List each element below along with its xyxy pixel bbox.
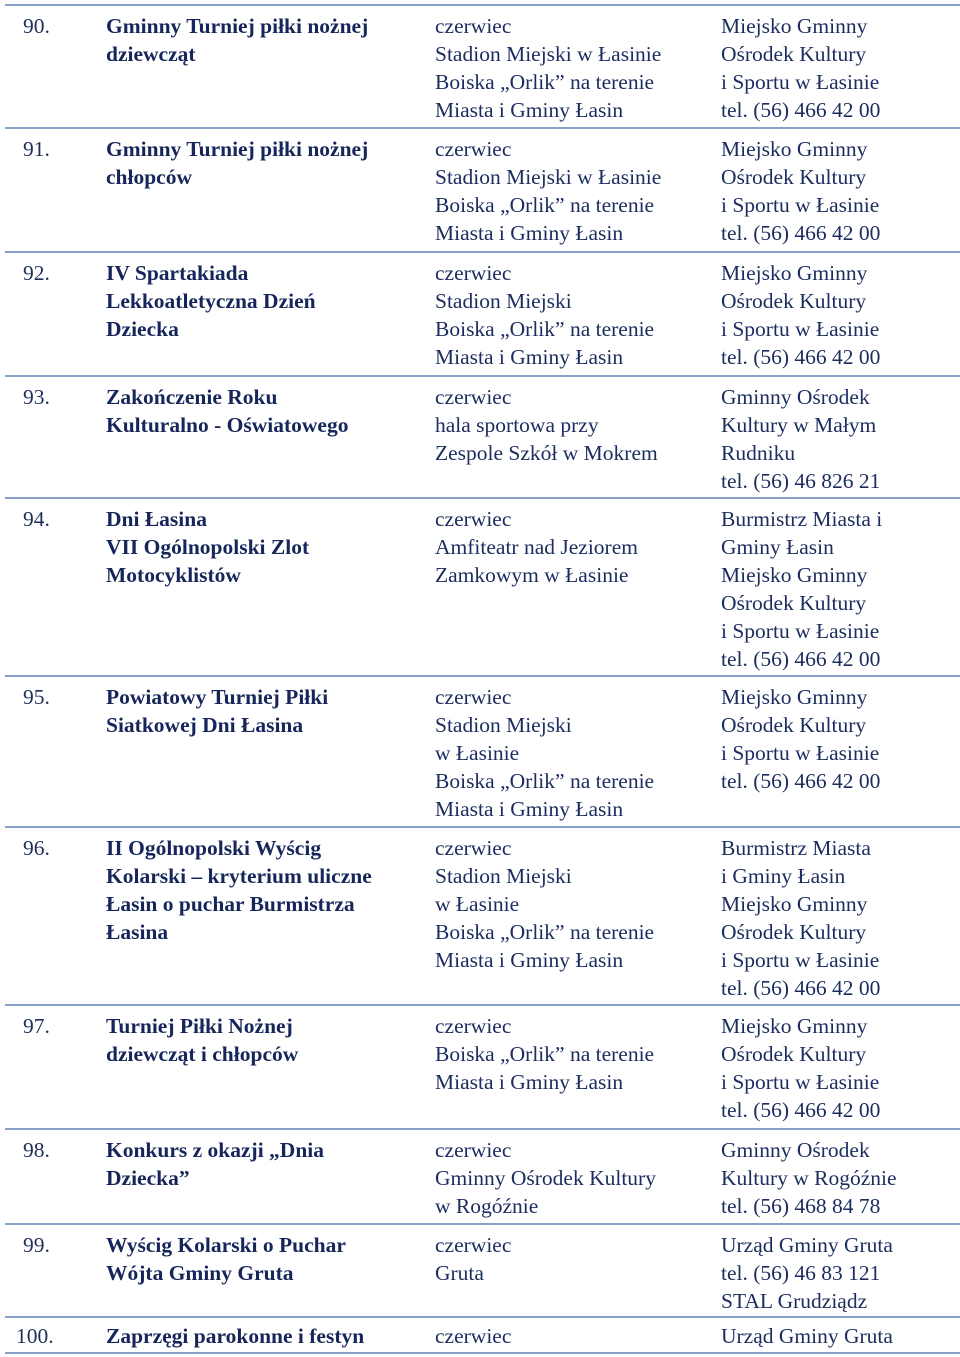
event-organizer-line: Miejsko Gminny — [721, 685, 868, 709]
event-organizer-line: tel. (56) 466 42 00 — [721, 976, 881, 1000]
event-organizer — [711, 827, 960, 1005]
event-number: 100. — [16, 1324, 54, 1348]
event-place-line: Stadion Miejski w Łasinie — [435, 42, 662, 66]
event-organizer-line: Ośrodek Kultury — [721, 1042, 867, 1066]
event-place-line: w Rogóźnie — [435, 1194, 539, 1218]
event-number: 91. — [23, 137, 50, 161]
event-organizer-line: Gminny Ośrodek — [721, 385, 870, 409]
events-table-body — [6, 5, 960, 1353]
event-title-line: Wyścig Kolarski o Puchar — [106, 1233, 346, 1257]
event-title-line: Gminny Turniej piłki nożnej — [106, 14, 369, 38]
event-organizer-line: Ośrodek Kultury — [721, 289, 867, 313]
event-organizer-line: Ośrodek Kultury — [721, 591, 867, 615]
event-place — [425, 252, 711, 376]
event-place-line: Stadion Miejski — [435, 713, 572, 737]
event-organizer-line: i Sportu w Łasinie — [721, 70, 880, 94]
event-place — [425, 1317, 711, 1353]
event-place-line: czerwiec — [435, 1324, 512, 1348]
event-organizer-line: Ośrodek Kultury — [721, 42, 867, 66]
event-title-line: Dziecka” — [106, 1166, 190, 1190]
event-place-line: Miasta i Gminy Łasin — [435, 1070, 624, 1094]
event-title-line: Lekkoatletyczna Dzień — [106, 289, 316, 313]
event-place — [425, 128, 711, 252]
event-number: 94. — [23, 507, 50, 531]
event-organizer-line: tel. (56) 466 42 00 — [721, 1098, 881, 1122]
event-place-line: Stadion Miejski w Łasinie — [435, 165, 662, 189]
event-place-line: hala sportowa przy — [435, 413, 599, 437]
event-organizer-line: Ośrodek Kultury — [721, 920, 867, 944]
event-organizer — [711, 128, 960, 252]
event-place-line: czerwiec — [435, 507, 512, 531]
event-place-line: czerwiec — [435, 14, 512, 38]
event-row — [6, 1317, 960, 1353]
event-organizer-line: i Sportu w Łasinie — [721, 948, 880, 972]
event-title-line: Siatkowej Dni Łasina — [106, 713, 304, 737]
event-title-line: Wójta Gminy Gruta — [106, 1261, 294, 1285]
event-title-line: II Ogólnopolski Wyścig — [106, 836, 322, 860]
event-title — [102, 1317, 425, 1353]
event-place-line: Boiska „Orlik” na terenie — [435, 317, 655, 341]
event-organizer-line: i Gminy Łasin — [721, 864, 846, 888]
events-table — [5, 4, 960, 1354]
event-organizer — [711, 498, 960, 676]
event-place-line: Boiska „Orlik” na terenie — [435, 70, 655, 94]
event-organizer-line: i Sportu w Łasinie — [721, 1070, 880, 1094]
event-title — [102, 676, 425, 827]
event-title — [102, 1129, 425, 1224]
event-place-line: Boiska „Orlik” na terenie — [435, 1042, 655, 1066]
event-place-line: Stadion Miejski — [435, 289, 572, 313]
event-number: 97. — [23, 1014, 50, 1038]
event-title-line: Konkurs z okazji „Dnia — [106, 1138, 325, 1162]
event-organizer-line: STAL Grudziądz — [721, 1289, 868, 1313]
event-organizer-line: Kultury w Małym — [721, 413, 877, 437]
event-organizer-line: i Sportu w Łasinie — [721, 741, 880, 765]
event-title-line: Łasin o puchar Burmistrza — [106, 892, 355, 916]
event-organizer-line: Burmistrz Miasta i — [721, 507, 883, 531]
event-row — [6, 1224, 960, 1317]
event-number: 92. — [23, 261, 50, 285]
event-title — [102, 252, 425, 376]
event-title-line: Kulturalno - Oświatowego — [106, 413, 349, 437]
event-place-line: czerwiec — [435, 1014, 512, 1038]
event-organizer-line: Miejsko Gminny — [721, 1014, 868, 1038]
event-organizer-line: tel. (56) 46 826 21 — [721, 469, 881, 493]
event-organizer — [711, 252, 960, 376]
event-organizer-line: tel. (56) 466 42 00 — [721, 98, 881, 122]
event-place-line: czerwiec — [435, 261, 512, 285]
event-number: 93. — [23, 385, 50, 409]
event-place — [425, 376, 711, 498]
event-place-line: czerwiec — [435, 137, 512, 161]
event-title — [102, 128, 425, 252]
event-number: 99. — [23, 1233, 50, 1257]
event-row — [6, 252, 960, 376]
event-organizer-line: i Sportu w Łasinie — [721, 193, 880, 217]
event-organizer — [711, 1224, 960, 1317]
event-place-line: Zespole Szkół w Mokrem — [435, 441, 658, 465]
event-place-line: Miasta i Gminy Łasin — [435, 797, 624, 821]
event-organizer-line: Miejsko Gminny — [721, 137, 868, 161]
event-organizer-line: Gminy Łasin — [721, 535, 834, 559]
event-organizer-line: Miejsko Gminny — [721, 14, 868, 38]
event-organizer-line: Miejsko Gminny — [721, 892, 868, 916]
event-organizer-line: tel. (56) 466 42 00 — [721, 769, 881, 793]
event-organizer-line: Rudniku — [721, 441, 796, 465]
event-place-line: w Łasinie — [435, 741, 520, 765]
event-place-line: czerwiec — [435, 1138, 512, 1162]
event-title-line: Powiatowy Turniej Piłki — [106, 685, 329, 709]
event-place — [425, 498, 711, 676]
event-organizer — [711, 676, 960, 827]
event-title-line: Motocyklistów — [106, 563, 241, 587]
event-number: 96. — [23, 836, 50, 860]
event-organizer — [711, 5, 960, 128]
event-place — [425, 1224, 711, 1317]
event-row — [6, 1005, 960, 1129]
event-organizer — [711, 1129, 960, 1224]
event-title-line: Dziecka — [106, 317, 179, 341]
event-place-line: Boiska „Orlik” na terenie — [435, 920, 655, 944]
event-place — [425, 5, 711, 128]
event-row — [6, 5, 960, 128]
event-organizer — [711, 376, 960, 498]
event-organizer-line: i Sportu w Łasinie — [721, 619, 880, 643]
event-organizer-line: Urząd Gminy Gruta — [721, 1233, 893, 1257]
event-organizer-line: Burmistrz Miasta — [721, 836, 871, 860]
event-place-line: Amfiteatr nad Jeziorem — [435, 535, 638, 559]
event-row — [6, 1129, 960, 1224]
event-row — [6, 498, 960, 676]
event-organizer-line: tel. (56) 466 42 00 — [721, 345, 881, 369]
event-organizer-line: Ośrodek Kultury — [721, 713, 867, 737]
event-number: 98. — [23, 1138, 50, 1162]
event-title-line: Zaprzęgi parokonne i festyn — [106, 1324, 365, 1348]
event-organizer-line: Miejsko Gminny — [721, 261, 868, 285]
event-place-line: Miasta i Gminy Łasin — [435, 948, 624, 972]
event-row — [6, 128, 960, 252]
event-title — [102, 827, 425, 1005]
event-title-line: dziewcząt — [106, 42, 196, 66]
event-title — [102, 1005, 425, 1129]
event-title-line: Turniej Piłki Nożnej — [106, 1014, 293, 1038]
event-place-line: czerwiec — [435, 1233, 512, 1257]
event-organizer — [711, 1005, 960, 1129]
event-place-line: Miasta i Gminy Łasin — [435, 221, 624, 245]
event-place — [425, 1129, 711, 1224]
event-organizer-line: Gminny Ośrodek — [721, 1138, 870, 1162]
event-title — [102, 376, 425, 498]
event-organizer-line: Urząd Gminy Gruta — [721, 1324, 893, 1348]
event-place-line: Gruta — [435, 1261, 484, 1285]
event-number: 90. — [23, 14, 50, 38]
event-title-line: Kolarski – kryterium uliczne — [106, 864, 372, 888]
event-organizer-line: tel. (56) 46 83 121 — [721, 1261, 881, 1285]
event-title-line: IV Spartakiada — [106, 261, 249, 285]
event-title — [102, 498, 425, 676]
event-row — [6, 376, 960, 498]
event-title-line: Dni Łasina — [106, 507, 207, 531]
event-row — [6, 827, 960, 1005]
event-place — [425, 1005, 711, 1129]
event-organizer-line: Miejsko Gminny — [721, 563, 868, 587]
event-organizer-line: Ośrodek Kultury — [721, 165, 867, 189]
event-place-line: Stadion Miejski — [435, 864, 572, 888]
event-place-line: Zamkowym w Łasinie — [435, 563, 629, 587]
event-title-line: Łasina — [106, 920, 169, 944]
event-number: 95. — [23, 685, 50, 709]
event-title-line: Gminny Turniej piłki nożnej — [106, 137, 369, 161]
event-title-line: dziewcząt i chłopców — [106, 1042, 299, 1066]
event-place-line: Gminny Ośrodek Kultury — [435, 1166, 656, 1190]
event-place-line: czerwiec — [435, 836, 512, 860]
event-title-line: chłopców — [106, 165, 192, 189]
event-place-line: czerwiec — [435, 685, 512, 709]
event-place — [425, 676, 711, 827]
event-title — [102, 1224, 425, 1317]
event-place-line: Miasta i Gminy Łasin — [435, 345, 624, 369]
event-organizer-line: tel. (56) 466 42 00 — [721, 647, 881, 671]
event-row — [6, 676, 960, 827]
event-place-line: w Łasinie — [435, 892, 520, 916]
event-organizer-line: tel. (56) 468 84 78 — [721, 1194, 881, 1218]
event-title-line: VII Ogólnopolski Zlot — [106, 535, 310, 559]
event-place — [425, 827, 711, 1005]
event-organizer-line: Kultury w Rogóźnie — [721, 1166, 897, 1190]
event-organizer-line: tel. (56) 466 42 00 — [721, 221, 881, 245]
event-title-line: Zakończenie Roku — [106, 385, 278, 409]
event-place-line: Boiska „Orlik” na terenie — [435, 769, 655, 793]
event-organizer-line: i Sportu w Łasinie — [721, 317, 880, 341]
event-title — [102, 5, 425, 128]
event-organizer — [711, 1317, 960, 1353]
event-place-line: czerwiec — [435, 385, 512, 409]
event-place-line: Miasta i Gminy Łasin — [435, 98, 624, 122]
event-place-line: Boiska „Orlik” na terenie — [435, 193, 655, 217]
